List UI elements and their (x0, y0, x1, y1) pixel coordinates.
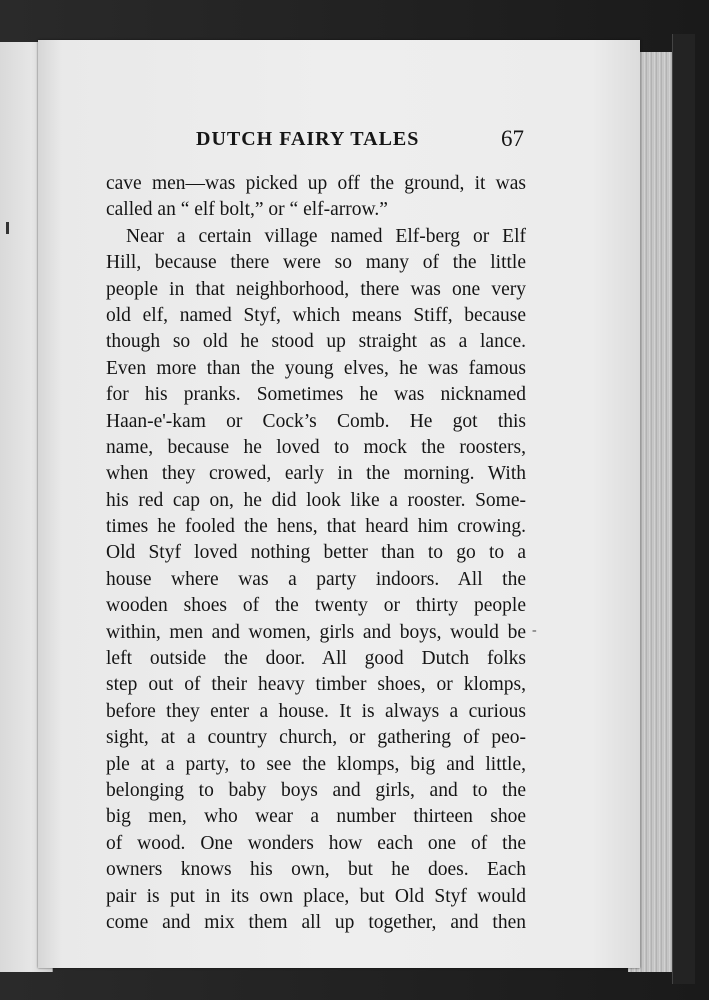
text-line: Near a certain village named Elf-berg or Elf (126, 225, 526, 247)
running-head (196, 128, 526, 158)
margin-mark: - (532, 623, 537, 638)
text-line: house where was a party indoors. All the (106, 568, 526, 590)
text-line: Hill, because there were so many of the little (106, 252, 526, 274)
running-title: DUTCH FAIRY TALES (196, 128, 420, 150)
text-line: Old Styf loved nothing better than to go to a (106, 542, 526, 564)
text-line: called an “ elf bolt,” or “ elf-arrow.” (106, 199, 388, 221)
text-line: people in that neighborhood, there was one very (106, 278, 526, 300)
text-line: sight, at a country church, or gathering of peo- (106, 727, 526, 749)
text-line: step out of their heavy timber shoes, or klomps, (106, 674, 526, 696)
facing-page-mark (6, 222, 9, 234)
text-line: for his pranks. Sometimes he was nicknamed (106, 384, 526, 406)
text-line: owners knows his own, but he does. Each (106, 859, 526, 881)
text-line: name, because he loved to mock the roosters, (106, 436, 526, 458)
text-line: cave men—was picked up off the ground, it was (106, 173, 526, 194)
text-line: his red cap on, he did look like a rooster. Some- (106, 489, 526, 511)
text-line: come and mix them all up together, and then (106, 911, 526, 933)
text-line: belonging to baby boys and girls, and to the (106, 779, 526, 801)
text-line: Even more than the young elves, he was famous (106, 357, 526, 379)
text-line: within, men and women, girls and boys, would be (106, 621, 526, 643)
text-line: when they crowed, early in the morning. With (106, 463, 526, 485)
text-line: before they enter a house. It is always a curious (106, 700, 526, 722)
text-line: big men, who wear a number thirteen shoe (106, 806, 526, 828)
text-line: pair is put in its own place, but Old Styf would (106, 885, 526, 907)
text-line: of wood. One wonders how each one of the (106, 832, 526, 854)
book-cover-edge (672, 34, 695, 984)
text-line: left outside the door. All good Dutch folks (106, 648, 526, 670)
page-number: 67 (501, 126, 524, 151)
body-text (106, 171, 526, 936)
text-line: Haan-e'-kam or Cock’s Comb. He got this (106, 410, 526, 432)
text-line: times he fooled the hens, that heard him crowing. (106, 516, 526, 538)
text-line: old elf, named Styf, which means Stiff, because (106, 304, 526, 326)
text-line: wooden shoes of the twenty or thirty people (106, 595, 526, 617)
text-line: ple at a party, to see the klomps, big and little, (106, 753, 526, 775)
text-line: though so old he stood up straight as a lance. (106, 331, 526, 353)
